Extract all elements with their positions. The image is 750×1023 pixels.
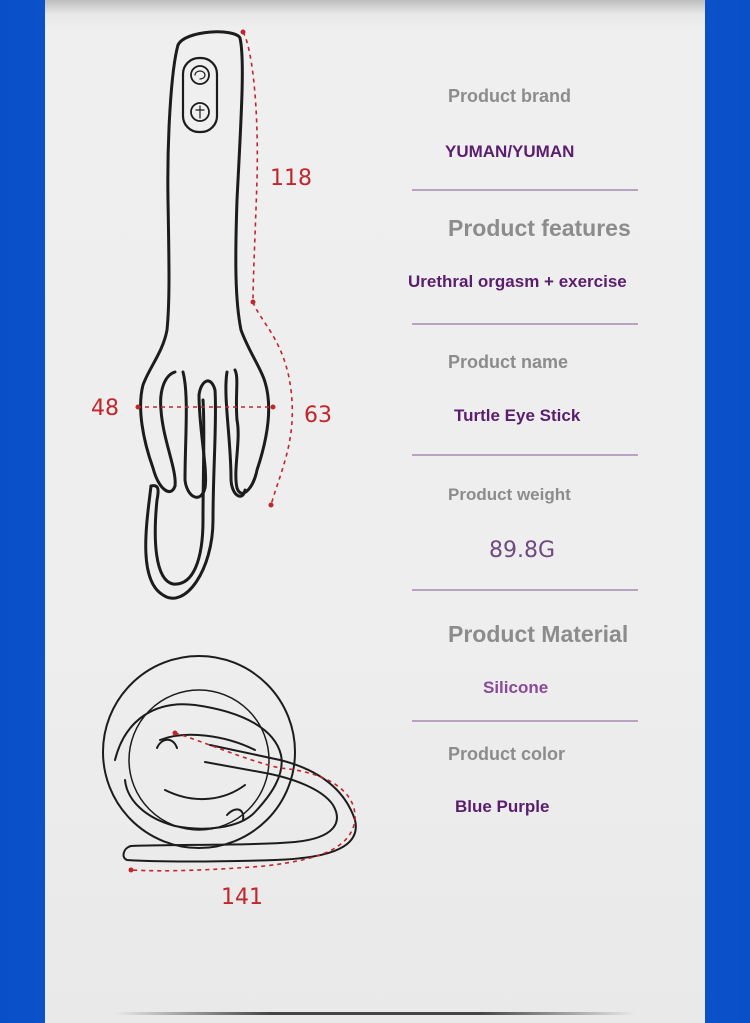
dimension-fork-label: 63 bbox=[304, 403, 332, 428]
spec-name-value: Turtle Eye Stick bbox=[454, 406, 581, 425]
spec-material-value: Silicone bbox=[483, 678, 549, 697]
divider bbox=[412, 589, 638, 591]
divider bbox=[412, 323, 638, 325]
spec-weight-label: Product weight bbox=[448, 485, 571, 504]
spec-color-value: Blue Purple bbox=[455, 797, 550, 816]
product-spec-card bbox=[45, 0, 705, 1023]
spec-brand-value: YUMAN/YUMAN bbox=[445, 142, 575, 161]
footer-line bbox=[115, 1012, 635, 1015]
spec-color-label: Product color bbox=[448, 744, 566, 764]
spec-name-label: Product name bbox=[448, 352, 569, 372]
device-front-outline bbox=[141, 32, 269, 598]
divider bbox=[412, 189, 638, 191]
spec-weight-value: 89.8G bbox=[489, 538, 556, 563]
device-top-outline bbox=[103, 656, 356, 862]
spec-features-value: Urethral orgasm + exercise bbox=[408, 272, 627, 291]
spec-features-label: Product features bbox=[448, 215, 631, 241]
spec-brand-label: Product brand bbox=[448, 86, 572, 106]
dimension-width-label: 48 bbox=[91, 396, 119, 421]
dimension-loop-label: 141 bbox=[221, 885, 263, 910]
dimension-length-label: 118 bbox=[270, 166, 312, 191]
divider bbox=[412, 720, 638, 722]
divider bbox=[412, 454, 638, 456]
spec-material-label: Product Material bbox=[448, 621, 629, 647]
